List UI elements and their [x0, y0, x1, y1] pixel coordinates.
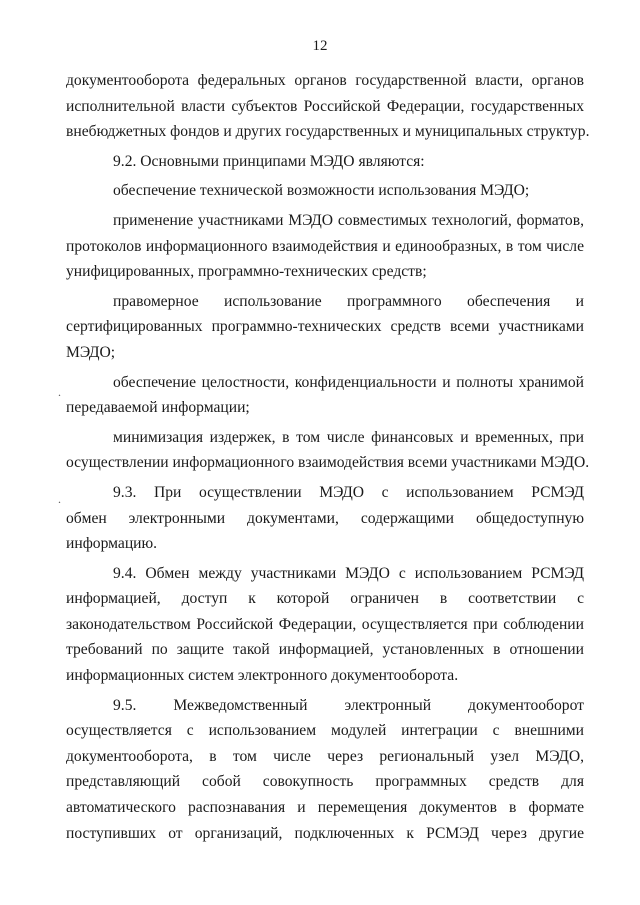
paragraph — [66, 149, 584, 175]
document-body — [66, 68, 590, 846]
text-line: информационных систем электронного документооборота. — [66, 667, 459, 685]
paragraph — [66, 208, 584, 285]
text-line: обеспечение технической возможности использования МЭДО; — [113, 182, 530, 200]
text-line: обмен электронными документами, содержащими общедоступную — [66, 509, 584, 527]
text-line: применение участниками МЭДО совместимых технологий, форматов, — [113, 211, 584, 229]
text-line: сертифицированных программно-технических средств всеми участниками — [66, 318, 584, 336]
text-line: 9.3. При осуществлении МЭДО с использованием РСМЭД — [113, 483, 584, 501]
text-line: осуществляется с использованием модулей интеграции с внешними — [66, 722, 584, 740]
text-line: документооборота федеральных органов государственной власти, органов — [66, 72, 584, 89]
text-line: законодательством Российской Федерации, осуществляется при соблюдении — [66, 615, 584, 633]
paragraph — [66, 693, 584, 847]
text-line: информацией, доступ к которой ограничен в соответствии с — [66, 590, 584, 608]
text-line: МЭДО; — [66, 343, 116, 361]
text-line: информацию. — [66, 535, 158, 553]
text-line: автоматического распознавания и перемещения документов в формате — [66, 799, 584, 817]
paragraph — [66, 480, 584, 557]
text-line: минимизация издержек, в том числе финансовых и временных, при — [113, 428, 584, 446]
text-line: 9.5. Межведомственный электронный документооборот — [113, 696, 584, 714]
text-line: требований по защите такой информацией, установленных в отношении — [66, 641, 584, 659]
text-line: правомерное использование программного обеспечения и — [113, 292, 584, 310]
text-line: поступивших от организаций, подключенных к РСМЭД через другие — [66, 824, 584, 842]
text-line: представляющий собой совокупность программных средств для — [66, 773, 584, 791]
page-number: 12 — [312, 38, 328, 54]
text-line: передаваемой информации; — [66, 399, 250, 417]
text-line: 9.4. Обмен между участниками МЭДО с использованием РСМЭД — [113, 564, 584, 582]
paragraph — [66, 178, 584, 204]
scan-mark: . — [58, 385, 61, 399]
paragraph — [66, 68, 590, 145]
paragraph — [66, 370, 584, 421]
text-line: 9.2. Основными принципами МЭДО являются: — [113, 152, 425, 170]
scan-mark: . — [58, 492, 61, 506]
text-line: осуществлении информационного взаимодействия всеми участниками МЭДО. — [66, 454, 590, 472]
text-line: унифицированных, программно-технических средств; — [66, 263, 427, 281]
paragraph — [66, 289, 584, 366]
text-line: исполнительной власти субъектов Российской Федерации, государственных — [66, 97, 584, 115]
paragraph — [66, 561, 584, 689]
text-line: обеспечение целостности, конфиденциальности и полноты хранимой — [113, 373, 584, 391]
text-line: документооборота, в том числе через региональный узел МЭДО, — [66, 747, 584, 765]
text-line: внебюджетных фондов и других государственных и муниципальных структур. — [66, 123, 590, 141]
text-line: протоколов информационного взаимодействия и единообразных, в том числе — [66, 237, 584, 255]
paragraph — [66, 425, 590, 476]
